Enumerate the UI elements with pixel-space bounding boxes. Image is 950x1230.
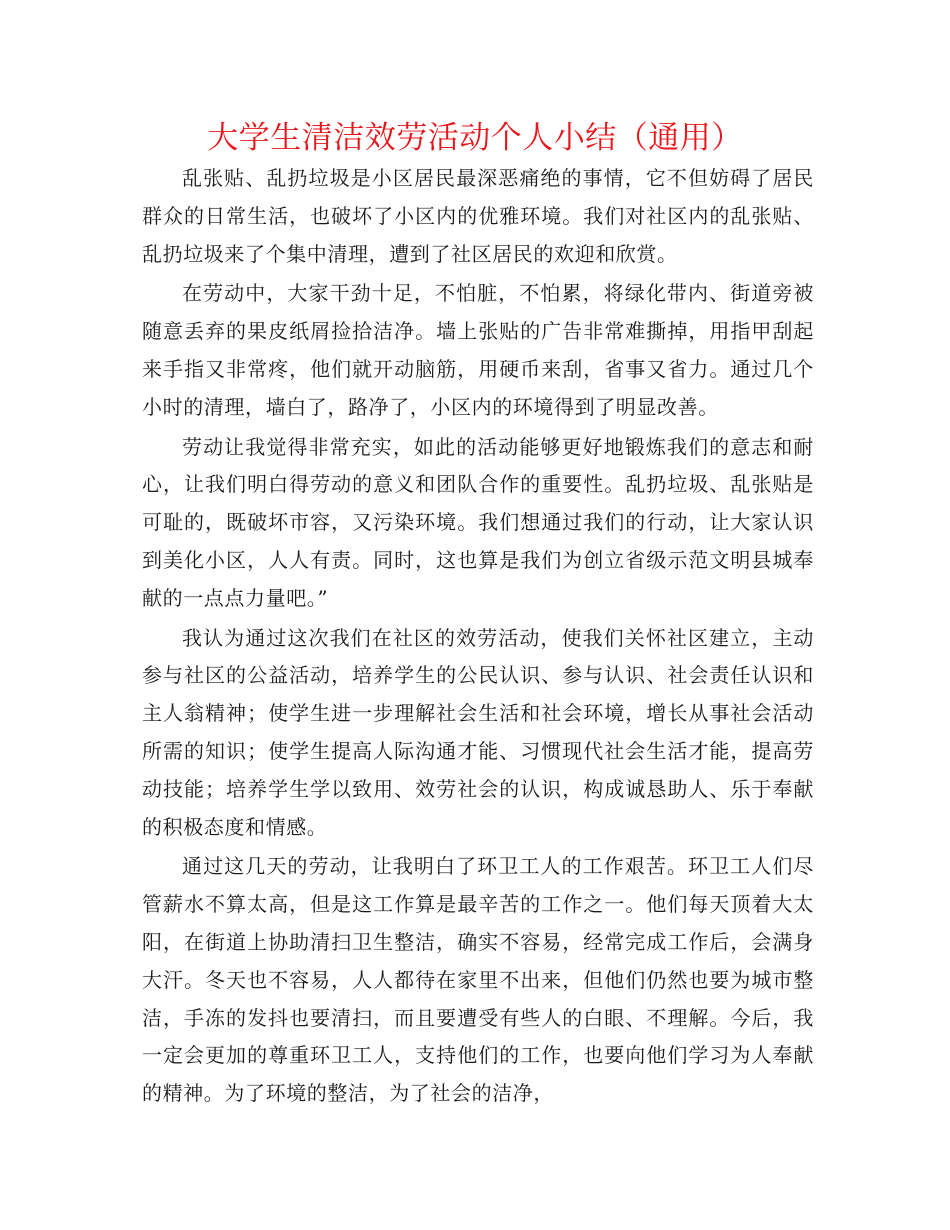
paragraph-2: 在劳动中，大家干劲十足，不怕脏，不怕累，将绿化带内、街道旁被随意丢弃的果皮纸屑捡拾洁净。墙上张贴的广告非常难撕掉，用指甲刮起来手指又非常疼，他们就开动脑筋，用硬币来刮，省事又省力。通过几个小时的清理，墙白了，路净了，小区内的环境得到了明显改善。 [142, 281, 814, 419]
document-title: 大学生清洁效劳活动个人小结（通用） [207, 120, 743, 156]
paragraph-1: 乱张贴、乱扔垃圾是小区居民最深恶痛绝的事情，它不但妨碍了居民群众的日常生活，也破坏了小区内的优雅环境。我们对社区内的乱张贴、乱扔垃圾来了个集中清理，遭到了社区居民的欢迎和欣赏。 [142, 166, 814, 266]
paragraph-4: 我认为通过这次我们在社区的效劳活动，使我们关怀社区建立，主动参与社区的公益活动，培养学生的公民认识、参与认识、社会责任认识和主人翁精神；使学生进一步理解社会生活和社会环境，增长从事社会活动所需的知识；使学生提高人际沟通才能、习惯现代社会生活才能，提高劳动技能；培养学生学以致用、效劳社会的认识，构成诚恳助人、乐于奉献的积极态度和情感。 [142, 625, 814, 839]
paragraph-5: 通过这几天的劳动，让我明白了环卫工人的工作艰苦。环卫工人们尽管薪水不算太高，但是这工作算是最辛苦的工作之一。他们每天顶着大太阳，在街道上协助清扫卫生整洁，确实不容易，经常完成工作后，会满身大汗。冬天也不容易，人人都待在家里不出来，但他们仍然也要为城市整洁，手冻的发抖也要清扫，而且要遭受有些人的白眼、不理解。今后，我一定会更加的尊重环卫工人，支持他们的工作，也要向他们学习为人奉献的精神。为了环境的整洁，为了社会的洁净， [142, 854, 814, 1106]
document-body [142, 160, 814, 1115]
paragraph-3: 劳动让我觉得非常充实，如此的活动能够更好地锻炼我们的意志和耐心，让我们明白得劳动的意义和团队合作的重要性。乱扔垃圾、乱张贴是可耻的，既破坏市容，又污染环境。我们想通过我们的行动，让大家认识到美化小区，人人有责。同时，这也算是我们为创立省级示范文明县城奉献的一点点力量吧。” [142, 434, 814, 610]
